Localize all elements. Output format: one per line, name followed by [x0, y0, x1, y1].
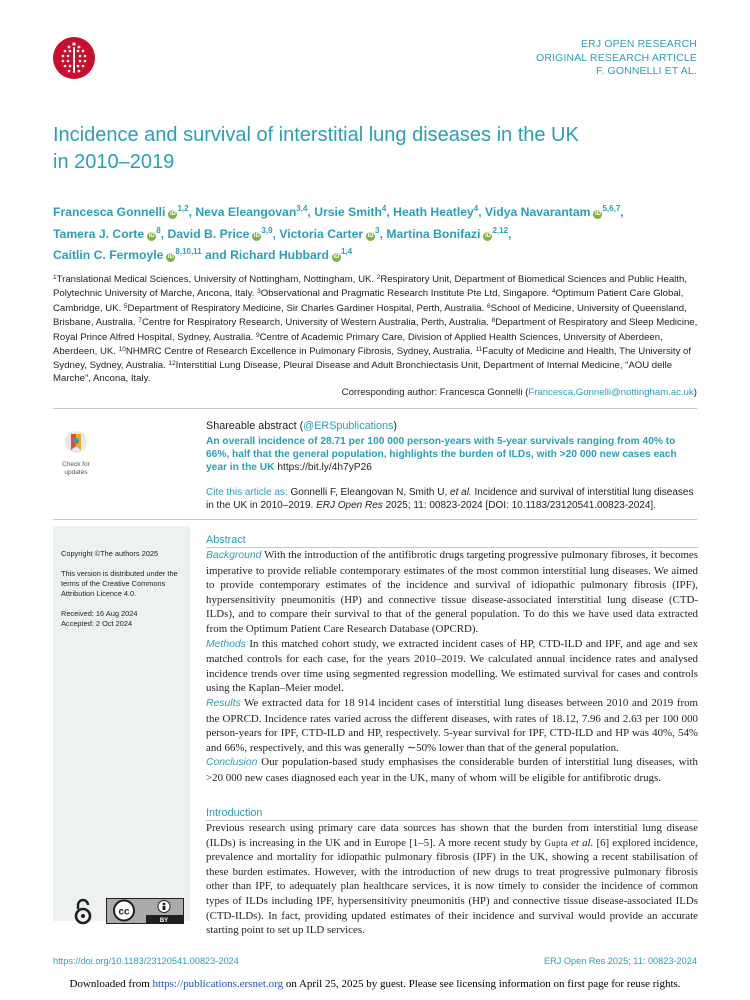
shareable-text: An overall incidence of 28.71 per 100 000 person-years with 5-year survivals ranging from 40% to 66%, half that the general population, highlights the burden of ILDs, with >20 000 new cases each year in the UK: [206, 436, 677, 473]
shareable-abstract: Shareable abstract (@ERSpublications) An overall incidence of 28.71 per 100 000 person-years with 5-year survivals ranging from 40% to 66%, half that the general population, highlights the burden of ILDs, with >20 000 new cases each year in the UK https://bit.ly/4h7yP26: [206, 420, 677, 473]
copyright: Copyright ©The authors 2025: [61, 549, 159, 558]
author[interactable]: Heath Heatley$^4$: [393, 204, 479, 219]
svg-text:BY: BY: [159, 918, 169, 924]
download-notice: Downloaded from https://publications.ersnet.org on April 25, 2025 by guest. Please see licensing information on first page for reuse rights.: [69, 978, 681, 990]
orcid-icon[interactable]: iD: [253, 232, 260, 239]
cite-article: Cite this article as: Gonnelli F, Eleangovan N, Smith U, et al. Incidence and survival of interstitial lung diseases in the UK in 2010–2019. ERJ Open Res 2025; 11: 00823-2024 [DOI: 10.1183/23120541.00823-2024].: [206, 487, 694, 511]
author[interactable]: Francesca Gonnelli iD$^{1,2}$: [53, 204, 189, 219]
author[interactable]: Ursie Smith$^4$: [314, 204, 387, 219]
author[interactable]: Vidya Navarantam iD$^{5,6,7}$: [485, 204, 621, 219]
svg-text:cc: cc: [118, 906, 130, 918]
author[interactable]: Caitlin C. Fermoyle iD$^{8,10,11}$: [53, 247, 202, 262]
abstract-body: Background With the introduction of the antifibrotic drugs targeting progressive pulmonary fibroses, it becomes imperative to provide reliable contemporary estimates of the most common interstitial lung diseases. We aimed to provide contemporary estimates of the incidence and survival of idiopathic pulmonary fibrosis (IPF), hypersensitivity pneumonitis (HP) and connective tissue disease-associated interstitial lung disease (CTD-ILDs), and to compare their survival to that of the general population. To do this we have used data extracted from the Optimum Patient Care Research Database (OPCRD). Methods In this matched cohort study, we extracted incident cases of HP, CTD-ILD and IPF, and age and sex matched controls for each case, for the years 2010–2019. We calculated annual incidence rates and analysed incidence trends over time using segmented regression modelling. We estimated survival for cases and controls using the Kaplan–Meier model. Results We extracted data for 18 914 incident cases of interstitial lung diseases between 2010 and 2019 from the OPRCD. Incidence rates varied across the different diseases, with rates of 18.12, 7.96 and 2.63 per 100 000 person-years for IPF, CTD-ILD and HP, respectively. 5-year survival for IPF, CTD-ILD and HP was 40%, 54% and 66%, respectively, and this was generally ∼50% lower than that of the general population. Conclusion Our population-based study emphasises the considerable burden of interstitial lung diseases, with >20 000 new cases diagnosed each year in the UK, many of whom will be eligible for antifibrotic drugs.: [206, 549, 698, 784]
accepted-date: Accepted: 2 Oct 2024: [61, 619, 133, 628]
open-access-icon: [72, 897, 94, 925]
ers-logo-icon: [52, 36, 96, 80]
author[interactable]: Martina Bonifazi iD$^{2,12}$: [386, 225, 509, 241]
article-title: [53, 122, 713, 176]
divider: [53, 408, 697, 409]
journal-header: [536, 38, 697, 79]
footer-citation: ERJ Open Res 2025; 11: 00823-2024: [543, 956, 697, 966]
footer-doi-link[interactable]: https://doi.org/10.1183/23120541.00823-2024: [53, 956, 239, 966]
author[interactable]: Richard Hubbard iD$^{1,4}$: [230, 247, 353, 262]
author[interactable]: Tamera J. Corte $iD^8$: [53, 225, 161, 241]
orcid-icon[interactable]: iD: [169, 211, 176, 217]
author[interactable]: Victoria Carter $iD^3$: [279, 225, 380, 241]
sidebar-info: [61, 549, 186, 639]
orcid-icon[interactable]: iD: [148, 232, 155, 239]
twitter-handle-link[interactable]: @ERSpublications: [303, 420, 394, 432]
title-line-2: in 2010–2019: [53, 151, 175, 173]
introduction-body: Previous research using primary care data sources has shown that the burden from interstitial lung disease (ILDs) is increasing in the UK and in Europe [1–5]. A more recent study by Gupta et al. [6] explored incidence, prevalence and mortality for idiopathic pulmonary fibrosis (IPF) in the UK, showing a recent stabilisation of these burden estimates. However, with the introduction of new drugs to treat progressive pulmonary fibrosis other than IPF, to adequately plan healthcare services, it is now timely to consider the incidence of common types of ILDs including IPF, hypersensitivity pneumonitis (HP) and connective tissue disease-associated ILDs (CTD-ILDs). In fact, providing updated estimates of their incidence and survival would provide an accurate starting point to set up ILD services.: [206, 822, 698, 937]
running-author: F. GONNELLI ET AL.: [595, 66, 697, 77]
orcid-icon[interactable]: iD: [594, 211, 601, 217]
article-type: ORIGINAL RESEARCH ARTICLE: [536, 52, 697, 64]
received-date: Received: 16 Aug 2024: [61, 609, 138, 618]
bookmark-icon: [55, 430, 97, 456]
orcid-icon[interactable]: iD: [333, 254, 340, 260]
cc-by-icon: [106, 898, 184, 924]
abstract-heading: Abstract: [206, 534, 698, 548]
corresponding-author: Corresponding author: Francesca Gonnelli (Francesca.Gonnelli@nottingham.ac.uk): [341, 387, 697, 398]
journal-name: ERJ OPEN RESEARCH: [581, 39, 697, 50]
orcid-icon[interactable]: iD: [367, 232, 374, 239]
abstract-section: [206, 534, 698, 786]
introduction-section: [206, 807, 698, 938]
author[interactable]: Neva Eleangovan$^{3,4}$: [195, 204, 308, 219]
affiliations: $^1$Translational Medical Sciences, University of Nottingham, Nottingham, UK. $^2$Respiratory Unit, Department of Biomedical Sciences and Public Health, Polytechnic University of Marche, Ancona, Italy. $^3$Observational and Pragmatic Research Institute Pte Ltd, Singapore. $^4$Optimum Patient Care Global, Cambridge, UK. $^5$Department of Respiratory Medicine, Sir Charles Gardiner Hospital, Perth, Australia. $^6$School of Medicine, University of Queensland, Brisbane, Australia. $^7$Centre for Respiratory Research, University of Western Australia, Perth, Australia. $^8$Department of Respiratory and Sleep Medicine, Royal Prince Alfred Hospital, Sydney, Australia. $^9$Centre of Academic Primary Care, Division of Applied Health Sciences, University of Aberdeen, Aberdeen, UK. $^{10}$NHMRC Centre of Research Excellence in Pulmonary Fibrosis, Sydney, Australia. $^{11}$Faculty of Medicine and Health, The University of Sydney, Sydney, Australia. $^{12}$Interstitial Lung Disease, Pleural Disease and Adult Bronchiectasis Unit, Department of Internal Medicine, “AOU delle Marche”, Ancona, Italy.: [53, 274, 698, 384]
check-for-updates-badge[interactable]: Check for updates: [55, 430, 97, 472]
introduction-heading: Introduction: [206, 807, 698, 821]
email-link[interactable]: Francesca.Gonnelli@nottingham.ac.uk: [528, 387, 694, 398]
orcid-icon[interactable]: iD: [484, 232, 491, 239]
title-line-1: Incidence and survival of interstitial lung diseases in the UK: [53, 124, 579, 146]
divider: [53, 519, 697, 520]
license-text: This version is distributed under the terms of the Creative Commons Attribution Licence 4.0.: [61, 569, 178, 598]
author[interactable]: David B. Price iD$^{3,9}$: [167, 225, 273, 241]
orcid-icon[interactable]: iD: [167, 254, 174, 260]
short-url-link[interactable]: https://bit.ly/4h7yP26: [277, 462, 372, 473]
author-list: Francesca Gonnelli iD$^{1,2}$, Neva Eleangovan$^{3,4}$, Ursie Smith$^4$, Heath Heatley$^4$, Vidya Navarantam iD$^{5,6,7}$, Tamera J. Corte $iD^8$, David B. Price iD$^{3,9}$, Victoria Carter $iD^3$, Martina Bonifazi iD$^{2,12}$, Caitlin C. Fermoyle iD$^{8,10,11}$ and Richard Hubbard iD$^{1,4}$: [53, 204, 624, 262]
publisher-link[interactable]: https://publications.ersnet.org: [152, 978, 284, 990]
license-icons[interactable]: [72, 897, 184, 925]
